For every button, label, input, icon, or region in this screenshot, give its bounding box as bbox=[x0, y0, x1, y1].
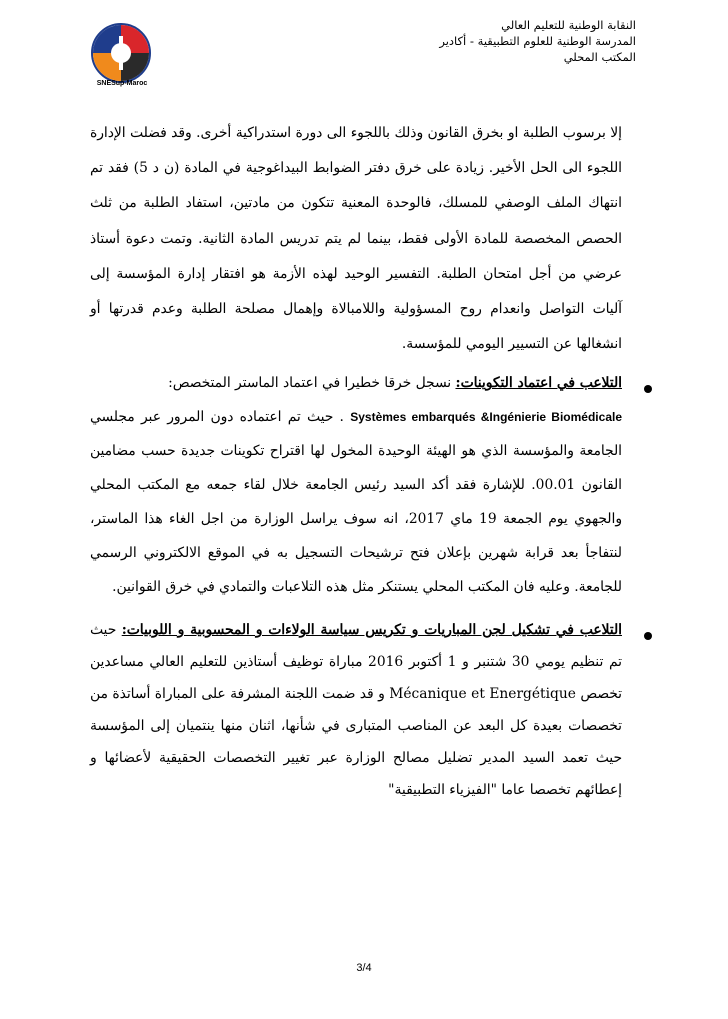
section-title: التلاعب في اعتماد التكوينات: bbox=[455, 375, 622, 391]
section-body-a: حيث تم تنظيم يومي 30 شتنبر و 1 أكتوبر 2016 مباراة توظيف أستاذين للتعليم العالي مساعدين تخصص bbox=[90, 622, 623, 702]
header-line-office: المكتب المحلي bbox=[563, 50, 636, 64]
section-training-accreditation bbox=[90, 366, 622, 604]
section-body-b: و قد ضمت اللجنة المشرفة على المباراة أساتذة من تخصصات بعيدة كل البعد عن المناصب المتبارى في شأنها، اثنان منها ينتميان إلى المؤسسة حيث تعمد السيد المدير تضليل مصالح الوزارة عبر تغيير التخصصات الحقيقية لأعضائها و إعطائهم تخصصا عاما "الفيزياء التطبيقية" bbox=[90, 686, 622, 798]
paragraph-1: إلا برسوب الطلبة او بخرق القانون وذلك باللجوء الى دورة استدراكية أخرى. وقد فضلت الإدارة اللجوء الى الحل الأخير. زيادة على خرق دفتر الضوابط البيداغوجية في المادة (ن د 5) فقد تم انتهاك الملف الوصفي للمسلك، فالوحدة المعنية تتكون من مادتين، استفاد الطلبة من ثلث الحصص المخصصة للمادة الأولى فقط، بينما لم يتم تدريس المادة الثانية. وتمت دعوة أستاذ عرضي من أجل امتحان الطلبة. التفسير الوحيد لهذه الأزمة هو افتقار إدارة المؤسسة إلى آليات التواصل وانعدام روح المسؤولية واللامبالاة وإهمال مصلحة الطلبة وعدم قدرتها أو انشغالها عن التسيير اليومي للمؤسسة. bbox=[90, 125, 622, 353]
section-title: التلاعب في تشكيل لجن المباريات و تكريس سياسة الولاءات و المحسوبية و اللوبيات: bbox=[121, 622, 622, 638]
master-name: Systèmes embarqués &Ingénierie Biomédicale bbox=[350, 410, 622, 424]
bullet-icon bbox=[644, 385, 652, 393]
section-body: . حيث تم اعتماده دون المرور عبر مجلسي الجامعة والمؤسسة الذي هو الهيئة الوحيدة المخول لها اقتراح تكوينات جديدة حسب مضامين القانون 00.01. للإشارة فقد أكد السيد رئيس الجامعة خلال لقاء جمعه مع المكتب المحلي والجهوي يوم الجمعة 19 ماي 2017، انه سوف يراسل الوزارة من اجل الغاء هذا الماستر، لنتفاجأ بعد قرابة شهرين بإعلان فتح ترشيحات التسجيل به في الموقع الالكتروني الرسمي للجامعة. وعليه فان المكتب المحلي يستنكر مثل هذه التلاعبات والتمادي في خرق القوانين. bbox=[90, 409, 622, 595]
section-recruitment-committees bbox=[90, 614, 622, 806]
page-number: 3/4 bbox=[356, 962, 372, 974]
header-line-school: المدرسة الوطنية للعلوم التطبيقية - أكادير bbox=[439, 34, 636, 48]
logo-caption: SNESup-Maroc bbox=[96, 80, 148, 87]
bullet-icon bbox=[644, 632, 652, 640]
header-line-union: النقابة الوطنية للتعليم العالي bbox=[501, 18, 636, 32]
specialty-name: Mécanique et Energétique bbox=[389, 686, 576, 702]
institution-header bbox=[439, 17, 636, 65]
section-intro: نسجل خرقا خطيرا في اعتماد الماستر المتخصص: bbox=[168, 375, 452, 391]
